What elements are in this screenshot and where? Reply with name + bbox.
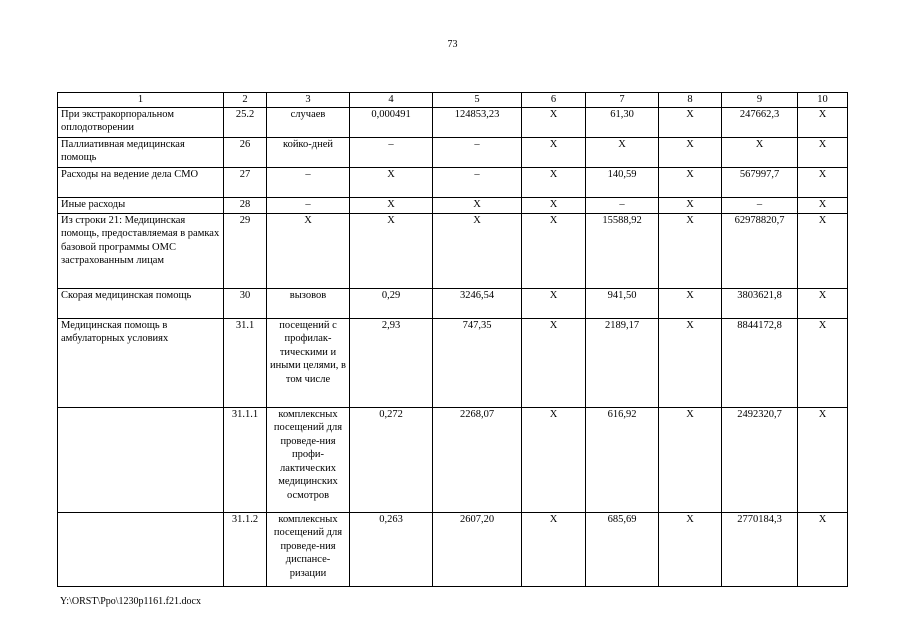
value-cell: 2770184,3: [722, 512, 798, 586]
table-row: [58, 197, 848, 213]
value-cell: Х: [798, 318, 848, 407]
value-cell: Х: [522, 213, 586, 288]
value-cell: Х: [659, 107, 722, 137]
value-cell: 8844172,8: [722, 318, 798, 407]
unit-cell: комплексных посещений для проведе-ния профи-лактических медицинских осмотров: [267, 407, 350, 512]
value-cell: 747,35: [433, 318, 522, 407]
value-cell: 2268,07: [433, 407, 522, 512]
header-cell: 2: [224, 93, 267, 108]
row-label: Скорая медицинская помощь: [58, 288, 224, 318]
value-cell: 567997,7: [722, 167, 798, 197]
unit-cell: случаев: [267, 107, 350, 137]
table-row: [58, 512, 848, 586]
value-cell: Х: [722, 137, 798, 167]
value-cell: 62978820,7: [722, 213, 798, 288]
header-cell: 5: [433, 93, 522, 108]
header-cell: 8: [659, 93, 722, 108]
header-cell: 1: [58, 93, 224, 108]
value-cell: Х: [522, 318, 586, 407]
unit-cell: вызовов: [267, 288, 350, 318]
row-label: [58, 407, 224, 512]
row-number: 29: [224, 213, 267, 288]
value-cell: Х: [522, 288, 586, 318]
value-cell: Х: [659, 167, 722, 197]
value-cell: 61,30: [586, 107, 659, 137]
value-cell: 0,000491: [350, 107, 433, 137]
table-row: [58, 167, 848, 197]
value-cell: Х: [798, 288, 848, 318]
header-cell: 3: [267, 93, 350, 108]
value-cell: 0,29: [350, 288, 433, 318]
value-cell: Х: [659, 137, 722, 167]
table-header-row: [58, 93, 848, 108]
table-row: [58, 137, 848, 167]
table-row: [58, 213, 848, 288]
value-cell: Х: [350, 167, 433, 197]
unit-cell: комплексных посещений для проведе-ния диспансе-ризации: [267, 512, 350, 586]
value-cell: Х: [522, 137, 586, 167]
value-cell: –: [722, 197, 798, 213]
row-number: 31.1.1: [224, 407, 267, 512]
data-table: [57, 92, 848, 587]
row-number: 27: [224, 167, 267, 197]
value-cell: Х: [798, 407, 848, 512]
value-cell: Х: [798, 137, 848, 167]
value-cell: 2189,17: [586, 318, 659, 407]
unit-cell: койко-дней: [267, 137, 350, 167]
value-cell: 685,69: [586, 512, 659, 586]
value-cell: Х: [798, 197, 848, 213]
value-cell: Х: [433, 197, 522, 213]
value-cell: 0,272: [350, 407, 433, 512]
value-cell: 0,263: [350, 512, 433, 586]
value-cell: Х: [798, 213, 848, 288]
value-cell: Х: [659, 197, 722, 213]
row-label: Иные расходы: [58, 197, 224, 213]
value-cell: Х: [659, 407, 722, 512]
value-cell: Х: [659, 512, 722, 586]
value-cell: Х: [522, 512, 586, 586]
row-number: 25.2: [224, 107, 267, 137]
row-number: 26: [224, 137, 267, 167]
row-label: [58, 512, 224, 586]
value-cell: Х: [522, 107, 586, 137]
row-label: Из строки 21: Медицинская помощь, предоставляемая в рамках базовой программы ОМС застрахованным лицам: [58, 213, 224, 288]
value-cell: 2,93: [350, 318, 433, 407]
value-cell: 616,92: [586, 407, 659, 512]
header-cell: 10: [798, 93, 848, 108]
footer-file-path: Y:\ORST\Ppo\1230p1161.f21.docx: [60, 596, 201, 607]
value-cell: Х: [433, 213, 522, 288]
value-cell: Х: [522, 197, 586, 213]
value-cell: 2607,20: [433, 512, 522, 586]
value-cell: 15588,92: [586, 213, 659, 288]
value-cell: Х: [350, 197, 433, 213]
row-label: Расходы на ведение дела СМО: [58, 167, 224, 197]
page-number: 73: [447, 39, 458, 50]
value-cell: –: [433, 137, 522, 167]
value-cell: Х: [350, 213, 433, 288]
table-row: [58, 407, 848, 512]
value-cell: 941,50: [586, 288, 659, 318]
value-cell: 140,59: [586, 167, 659, 197]
row-number: 30: [224, 288, 267, 318]
value-cell: Х: [659, 213, 722, 288]
value-cell: 247662,3: [722, 107, 798, 137]
value-cell: –: [586, 197, 659, 213]
value-cell: Х: [586, 137, 659, 167]
unit-cell: посещений с профилак-тическими и иными целями, в том числе: [267, 318, 350, 407]
row-number: 28: [224, 197, 267, 213]
value-cell: 3803621,8: [722, 288, 798, 318]
value-cell: Х: [659, 288, 722, 318]
value-cell: 3246,54: [433, 288, 522, 318]
table-row: [58, 107, 848, 137]
value-cell: Х: [522, 407, 586, 512]
header-cell: 6: [522, 93, 586, 108]
value-cell: –: [350, 137, 433, 167]
value-cell: Х: [798, 107, 848, 137]
unit-cell: –: [267, 167, 350, 197]
row-label: Медицинская помощь в амбулаторных условиях: [58, 318, 224, 407]
row-label: Паллиативная медицинская помощь: [58, 137, 224, 167]
value-cell: Х: [798, 512, 848, 586]
table-row: [58, 288, 848, 318]
header-cell: 9: [722, 93, 798, 108]
value-cell: Х: [522, 167, 586, 197]
value-cell: –: [433, 167, 522, 197]
row-number: 31.1: [224, 318, 267, 407]
value-cell: Х: [798, 167, 848, 197]
unit-cell: Х: [267, 213, 350, 288]
header-cell: 4: [350, 93, 433, 108]
value-cell: Х: [659, 318, 722, 407]
row-number: 31.1.2: [224, 512, 267, 586]
unit-cell: –: [267, 197, 350, 213]
value-cell: 2492320,7: [722, 407, 798, 512]
row-label: При экстракорпоральном оплодотворении: [58, 107, 224, 137]
table-row: [58, 318, 848, 407]
header-cell: 7: [586, 93, 659, 108]
value-cell: 124853,23: [433, 107, 522, 137]
